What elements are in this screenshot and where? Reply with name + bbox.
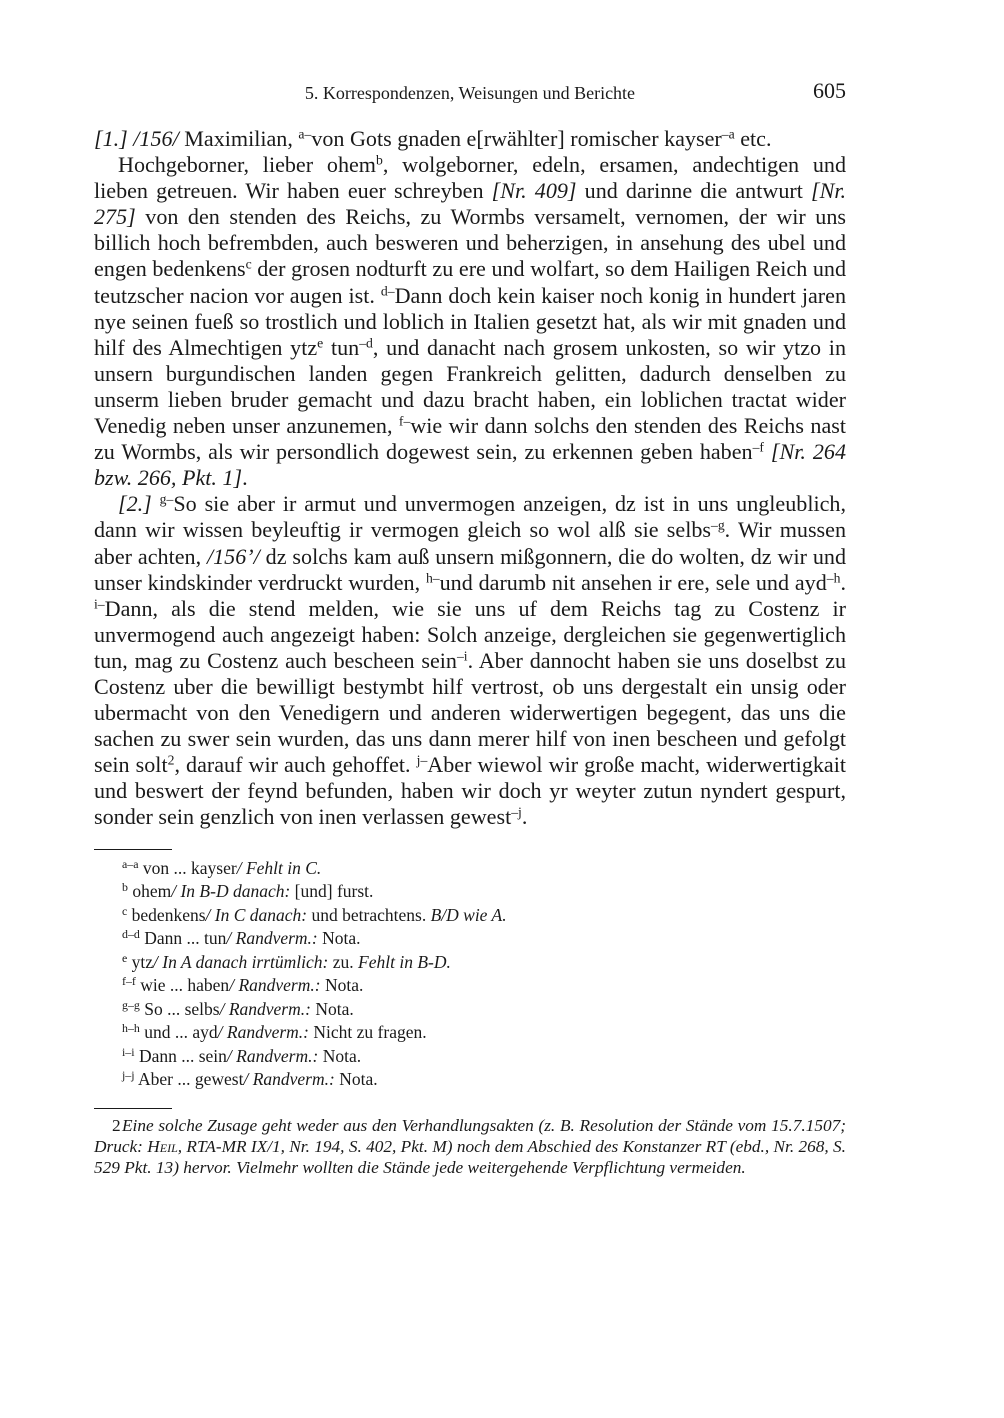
apparatus-mark: b bbox=[122, 880, 128, 895]
apparatus-entry bbox=[122, 1021, 846, 1045]
apparatus-mark: c bbox=[122, 903, 128, 918]
apparatus-entry bbox=[122, 998, 846, 1022]
text-span: Dann doch kein kaiser noch konig in hundert jaren nye seinen fueß so trostlich und loblich in Italien gesetzt hat, als wir mit gnaden und hilf des Almechtigen ytz bbox=[94, 282, 846, 360]
apparatus-mark: g–g bbox=[122, 997, 140, 1012]
text-span: von den stenden des Reichs, zu Wormbs versamelt, vernomen, der wir uns billich hoch befrembden, auch besweren und beherzigen, in ansehung des ubel und engen bedenkens bbox=[94, 204, 846, 282]
apparatus-mark: d–d bbox=[122, 927, 140, 942]
cross-reference: [Nr. 409] bbox=[491, 178, 577, 204]
main-text bbox=[94, 126, 846, 831]
text-span: der grosen nodturft zu ere und wolfart, so dem Hailigen Reich und teutzscher nacion vor augen ist. bbox=[94, 256, 847, 308]
lemma: wie ... haben bbox=[135, 975, 230, 996]
apparatus-mark: h–h bbox=[122, 1021, 140, 1036]
note-roman: Nota. bbox=[318, 1045, 362, 1066]
text-span bbox=[764, 439, 771, 464]
note-roman: Nota. bbox=[310, 998, 354, 1019]
note-italic: Randverm.: bbox=[231, 1045, 319, 1066]
footnote-text: Eine solche Zusage geht weder aus den Verhandlungsakten (z. B. Resolution der Stände vom 15.7.1507; Druck: bbox=[94, 1115, 846, 1156]
lemma: ytz bbox=[127, 951, 154, 972]
footnote-author: Heil bbox=[147, 1136, 178, 1156]
apparatus-entry bbox=[122, 880, 846, 904]
separator: / bbox=[219, 998, 225, 1019]
text-span: Aber wiewol wir große macht, widerwertigkait und beswert der feynd befunden, haben wir doch yr weyter zutun nyndert gespurt, sonder sein genzlich von inen verlassen gewest bbox=[94, 752, 847, 830]
lemma: von ... kayser bbox=[138, 857, 237, 878]
apparatus-mark: –g bbox=[710, 517, 725, 533]
note-italic: In B-D danach: bbox=[176, 881, 291, 902]
separator: / bbox=[226, 1045, 232, 1066]
apparatus-mark: i–i bbox=[122, 1044, 135, 1059]
footnote-2 bbox=[94, 1115, 846, 1178]
separator: / bbox=[236, 857, 242, 878]
apparatus-mark: e bbox=[122, 950, 128, 965]
apparatus-entry bbox=[122, 974, 846, 998]
apparatus-mark: f– bbox=[398, 413, 411, 429]
text-span: So sie aber ir armut und unvermogen anzeigen, dz ist in uns ungleublich, dann wir wissen beyleuftig ir vermogen gleich so wol alß sie selbs bbox=[94, 491, 846, 543]
text-span: etc. bbox=[734, 126, 772, 151]
note-roman: Nicht zu fragen. bbox=[309, 1022, 427, 1043]
note-italic: In C danach: bbox=[210, 904, 308, 925]
apparatus-mark: b bbox=[375, 152, 383, 168]
note-italic: Randverm.: bbox=[224, 998, 311, 1019]
folio-marker: /156’/ bbox=[207, 543, 260, 569]
apparatus-mark: i– bbox=[94, 596, 105, 612]
text-span: und darinne die antwurt bbox=[576, 178, 811, 204]
separator: / bbox=[243, 1069, 249, 1090]
note-roman: [und] furst. bbox=[290, 881, 374, 902]
lemma: Dann ... tun bbox=[139, 928, 227, 949]
cross-reference: [Nr. 264 bzw. 266, Pkt. 1] bbox=[94, 439, 847, 491]
section-marker: [2.] bbox=[118, 491, 152, 517]
note-roman: Nota. bbox=[317, 928, 361, 949]
text-span: dz solchs kam auß unsern mißgonnern, die do wolten, dz wir und unser kindskinder verdruckt wurden, bbox=[94, 543, 846, 595]
text-span: . bbox=[840, 569, 846, 595]
separator: / bbox=[153, 951, 158, 972]
lemma: ohem bbox=[127, 881, 172, 902]
apparatus-entry bbox=[122, 1068, 846, 1092]
apparatus-mark: –f bbox=[752, 439, 764, 455]
text-span: . Aber dannocht haben sie uns doselbst zu Costenz uber die bewilligt bestymbt hilf vertrost, ob uns dergestalt ein unsig oder ubermacht von den Venedigern und anderen widerwertigen begegent, das uns die sachen zu swer sein wurden, das uns dann merer hilf von inen bescheen und gefolgt sein solt bbox=[94, 647, 846, 778]
critical-apparatus bbox=[94, 857, 846, 1092]
text-span: wie wir dann solchs den stenden des Reichs nast zu Wormbs, als wir persondlich dogewest sein, zu erkennen geben haben bbox=[94, 413, 846, 465]
footnote-divider bbox=[94, 1108, 172, 1109]
apparatus-mark: –i bbox=[456, 648, 468, 664]
separator: / bbox=[171, 881, 177, 902]
text-span: , wolgeborner, edeln, ersamen, andechtigen und lieben getreuen. Wir haben euer schreyben bbox=[94, 152, 846, 204]
text-span: von Gots gnaden e[rwählter] romischer kayser bbox=[311, 126, 722, 151]
text-span: Maximilian, bbox=[178, 126, 299, 151]
note-italic: Fehlt in C. bbox=[241, 857, 322, 878]
note-italic: Fehlt in B-D. bbox=[353, 951, 451, 972]
lemma: Aber ... gewest bbox=[134, 1069, 244, 1090]
note-italic: Randverm.: bbox=[234, 975, 321, 996]
lemma: und ... ayd bbox=[139, 1022, 218, 1043]
apparatus-entry bbox=[122, 857, 846, 881]
apparatus-entry bbox=[122, 1045, 846, 1069]
running-title: 5. Korrespondenzen, Weisungen und Berichte bbox=[304, 83, 636, 103]
separator: / bbox=[226, 928, 232, 949]
text-span: , darauf wir auch gehoffet. bbox=[174, 752, 417, 778]
lemma: bedenkens bbox=[127, 904, 206, 925]
apparatus-mark: –a bbox=[721, 126, 735, 142]
apparatus-mark: –d bbox=[359, 335, 373, 351]
text-span: Hochgeborner, lieber ohem bbox=[118, 152, 376, 178]
text-span: , und danacht nach grosem unkosten, so wir ytzo in unsern burgundischen landen gegen Frankreich gelitten, dadurch denselben zu unserm lieben bruder gemacht und dazu bracht haben, ein loblichen tractat wider Venedig neben unser anzunemen, bbox=[94, 334, 846, 439]
apparatus-mark: –h bbox=[826, 570, 841, 586]
apparatus-mark: d– bbox=[380, 283, 395, 299]
apparatus-entry bbox=[122, 927, 846, 951]
separator: / bbox=[205, 904, 211, 925]
text-span: tun bbox=[323, 334, 360, 360]
note-italic: Randverm.: bbox=[248, 1069, 335, 1090]
text-span: und darumb nit ansehen ir ere, sele und ayd bbox=[439, 569, 827, 595]
paragraph-1 bbox=[94, 126, 846, 152]
separator: / bbox=[229, 975, 235, 996]
apparatus-entry bbox=[122, 951, 846, 975]
note-roman: Nota. bbox=[334, 1069, 378, 1090]
separator: / bbox=[217, 1022, 223, 1043]
text-span: . bbox=[521, 804, 528, 830]
apparatus-mark: j– bbox=[416, 752, 428, 768]
section-marker: [1.] /156/ bbox=[94, 126, 179, 151]
paragraph-3 bbox=[94, 491, 846, 830]
apparatus-mark: a– bbox=[298, 126, 312, 142]
page bbox=[94, 78, 846, 1178]
apparatus-mark: –j bbox=[511, 804, 522, 820]
paragraph-2 bbox=[94, 152, 846, 491]
note-italic: B/D wie A. bbox=[426, 904, 507, 925]
footnote-text: , RTA-MR IX/1, Nr. 194, S. 402, Pkt. M) noch dem Abschied des Konstanzer RT (ebd., Nr. 268, S. 529 Pkt. 13) hervor. Vielmehr wollten die Stände jede weitergehende Verpflichtung vermeiden. bbox=[94, 1136, 847, 1177]
note-roman: zu. bbox=[328, 951, 354, 972]
note-italic: Randverm.: bbox=[231, 928, 318, 949]
apparatus-divider bbox=[94, 849, 172, 850]
text-span: Dann, als die stend melden, wie sie uns uf dem Reichs tag zu Costenz ir unvermogend auch angezeigt haben: Solch anzeige, dergleichen sie gegenwertiglich tun, mag zu Costenz auch bescheen sein bbox=[94, 595, 846, 673]
cross-reference: [Nr. 275] bbox=[94, 178, 846, 230]
apparatus-mark: h– bbox=[425, 570, 440, 586]
apparatus-mark: j–j bbox=[122, 1068, 135, 1083]
lemma: Dann ... sein bbox=[134, 1045, 227, 1066]
footnote-mark: 2 bbox=[167, 752, 175, 768]
apparatus-mark: f–f bbox=[122, 974, 136, 989]
note-italic: In A danach irrtümlich: bbox=[157, 951, 329, 972]
apparatus-mark: g– bbox=[159, 491, 174, 507]
running-header bbox=[94, 78, 846, 110]
footnote-number: 2 bbox=[112, 1115, 121, 1135]
note-italic: Randverm.: bbox=[222, 1022, 310, 1043]
text-span: . Wir mussen aber achten, bbox=[94, 517, 847, 569]
apparatus-entry bbox=[122, 904, 846, 928]
note-roman: und betrachtens. bbox=[307, 904, 427, 925]
apparatus-mark: a–a bbox=[122, 856, 139, 871]
apparatus-mark: c bbox=[245, 256, 252, 272]
apparatus-mark: e bbox=[317, 335, 324, 351]
lemma: So ... selbs bbox=[139, 998, 220, 1019]
note-roman: Nota. bbox=[320, 975, 364, 996]
page-number: 605 bbox=[813, 78, 846, 103]
text-span bbox=[152, 491, 160, 516]
text-span: . bbox=[242, 465, 248, 491]
